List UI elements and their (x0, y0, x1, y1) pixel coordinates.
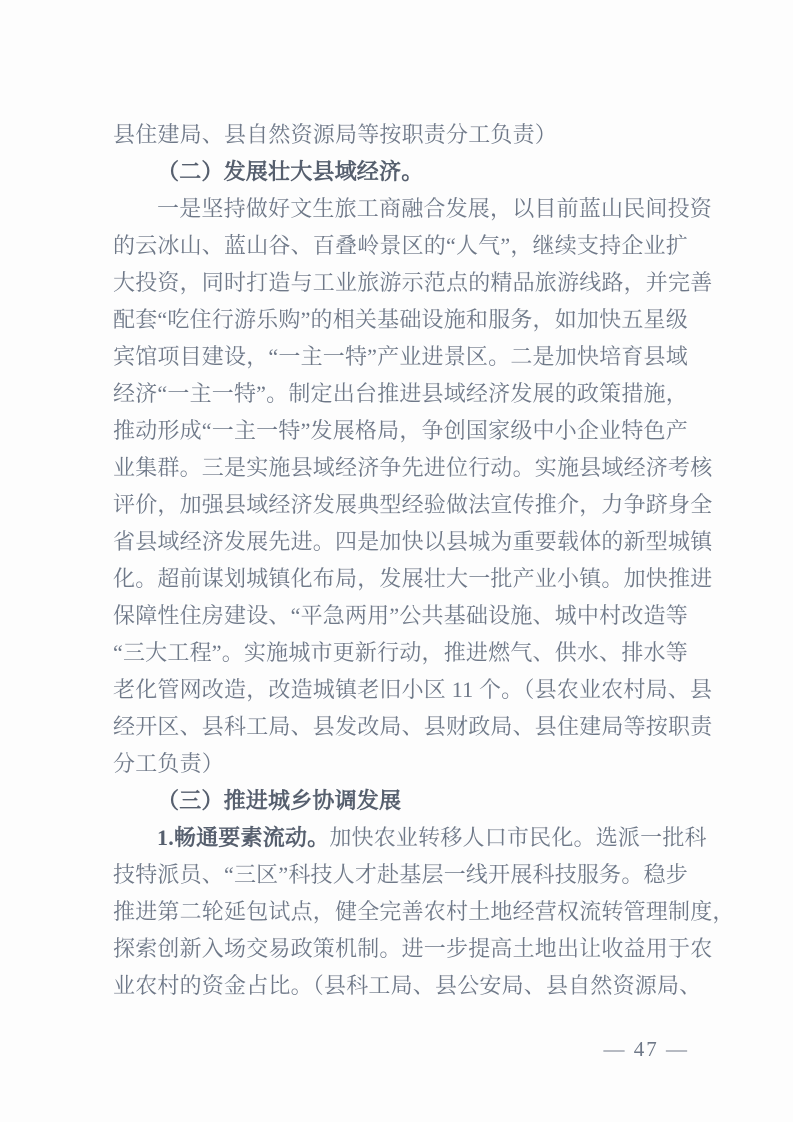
text-line (113, 449, 713, 486)
text-segment: 经济“一主一特”。制定出台推进县域经济发展的政策措施， (113, 381, 688, 406)
text-segment: 大投资，同时打造与工业旅游示范点的精品旅游线路，并完善 (113, 270, 713, 295)
text-segment: 的云冰山、蓝山谷、百叠岭景区的“人气”，继续支持企业扩 (113, 233, 688, 258)
text-line (113, 856, 697, 893)
text-segment: 评价，加强县域经济发展典型经验做法宣传推介，力争跻身全 (113, 492, 713, 517)
text-line (113, 486, 713, 523)
page-number: — 47 — (603, 1037, 689, 1061)
text-segment: 经开区、县科工局、县发改局、县财政局、县住建局等按职责 (113, 714, 713, 739)
text-segment: 宾馆项目建设，“一主一特”产业进景区。二是加快培育县域 (113, 344, 688, 369)
text-line (113, 412, 697, 449)
text-line (113, 301, 697, 338)
text-segment: 县住建局、县自然资源局等按职责分工负责） (113, 122, 558, 147)
text-segment: 分工负责） (113, 751, 225, 776)
text-segment: 老化管网改造，改造城镇老旧小区 11 个。（县农业农村局、县 (113, 677, 713, 702)
text-line (113, 227, 697, 264)
bold-text-segment: 1.畅通要素流动。 (157, 825, 330, 850)
text-line (113, 523, 713, 560)
text-segment: 省县域经济发展先进。四是加快以县城为重要载体的新型城镇 (113, 529, 713, 554)
text-line (113, 153, 697, 190)
text-segment: 推动形成“一主一特”发展格局，争创国家级中小企业特色产 (113, 418, 688, 443)
text-segment: 业集群。三是实施县域经济争先进位行动。实施县域经济考核 (113, 455, 713, 480)
text-segment: 探索创新入场交易政策机制。进一步提高土地出让收益用于农 (113, 936, 713, 961)
text-segment: 技特派员、“三区”科技人才赴基层一线开展科技服务。稳步 (113, 862, 688, 887)
text-line (113, 264, 713, 301)
text-line (113, 967, 702, 1004)
text-line (113, 819, 707, 856)
bold-text-segment: （三）推进城乡协调发展 (157, 788, 402, 813)
text-segment: “三大工程”。实施城市更新行动，推进燃气、供水、排水等 (113, 640, 688, 665)
document-body (113, 116, 735, 1004)
text-segment: 保障性住房建设、“平急两用”公共基础设施、城中村改造等 (113, 603, 688, 628)
text-line (113, 671, 713, 708)
text-line (113, 597, 697, 634)
text-line (113, 116, 697, 153)
text-line (113, 190, 713, 227)
text-line (113, 560, 713, 597)
text-line (113, 782, 697, 819)
text-segment: 业农村的资金占比。（县科工局、县公安局、县自然资源局、 (113, 973, 702, 998)
text-segment: 配套“吃住行游乐购”的相关基础设施和服务，如加快五星级 (113, 307, 688, 332)
bold-text-segment: （二）发展壮大县域经济。 (157, 159, 424, 184)
text-segment: 一是坚持做好文生旅工商融合发展，以目前蓝山民间投资 (157, 196, 713, 221)
text-segment: 加快农业转移人口市民化。选派一批科 (329, 825, 707, 850)
text-line (113, 745, 697, 782)
text-segment: 推进第二轮延包试点，健全完善农村土地经营权流转管理制度， (113, 899, 735, 924)
text-segment: 化。超前谋划城镇化布局，发展壮大一批产业小镇。加快推进 (113, 566, 713, 591)
text-line (113, 634, 697, 671)
text-line (113, 338, 697, 375)
text-line (113, 893, 735, 930)
text-line (113, 708, 713, 745)
text-line (113, 375, 697, 412)
text-line (113, 930, 713, 967)
